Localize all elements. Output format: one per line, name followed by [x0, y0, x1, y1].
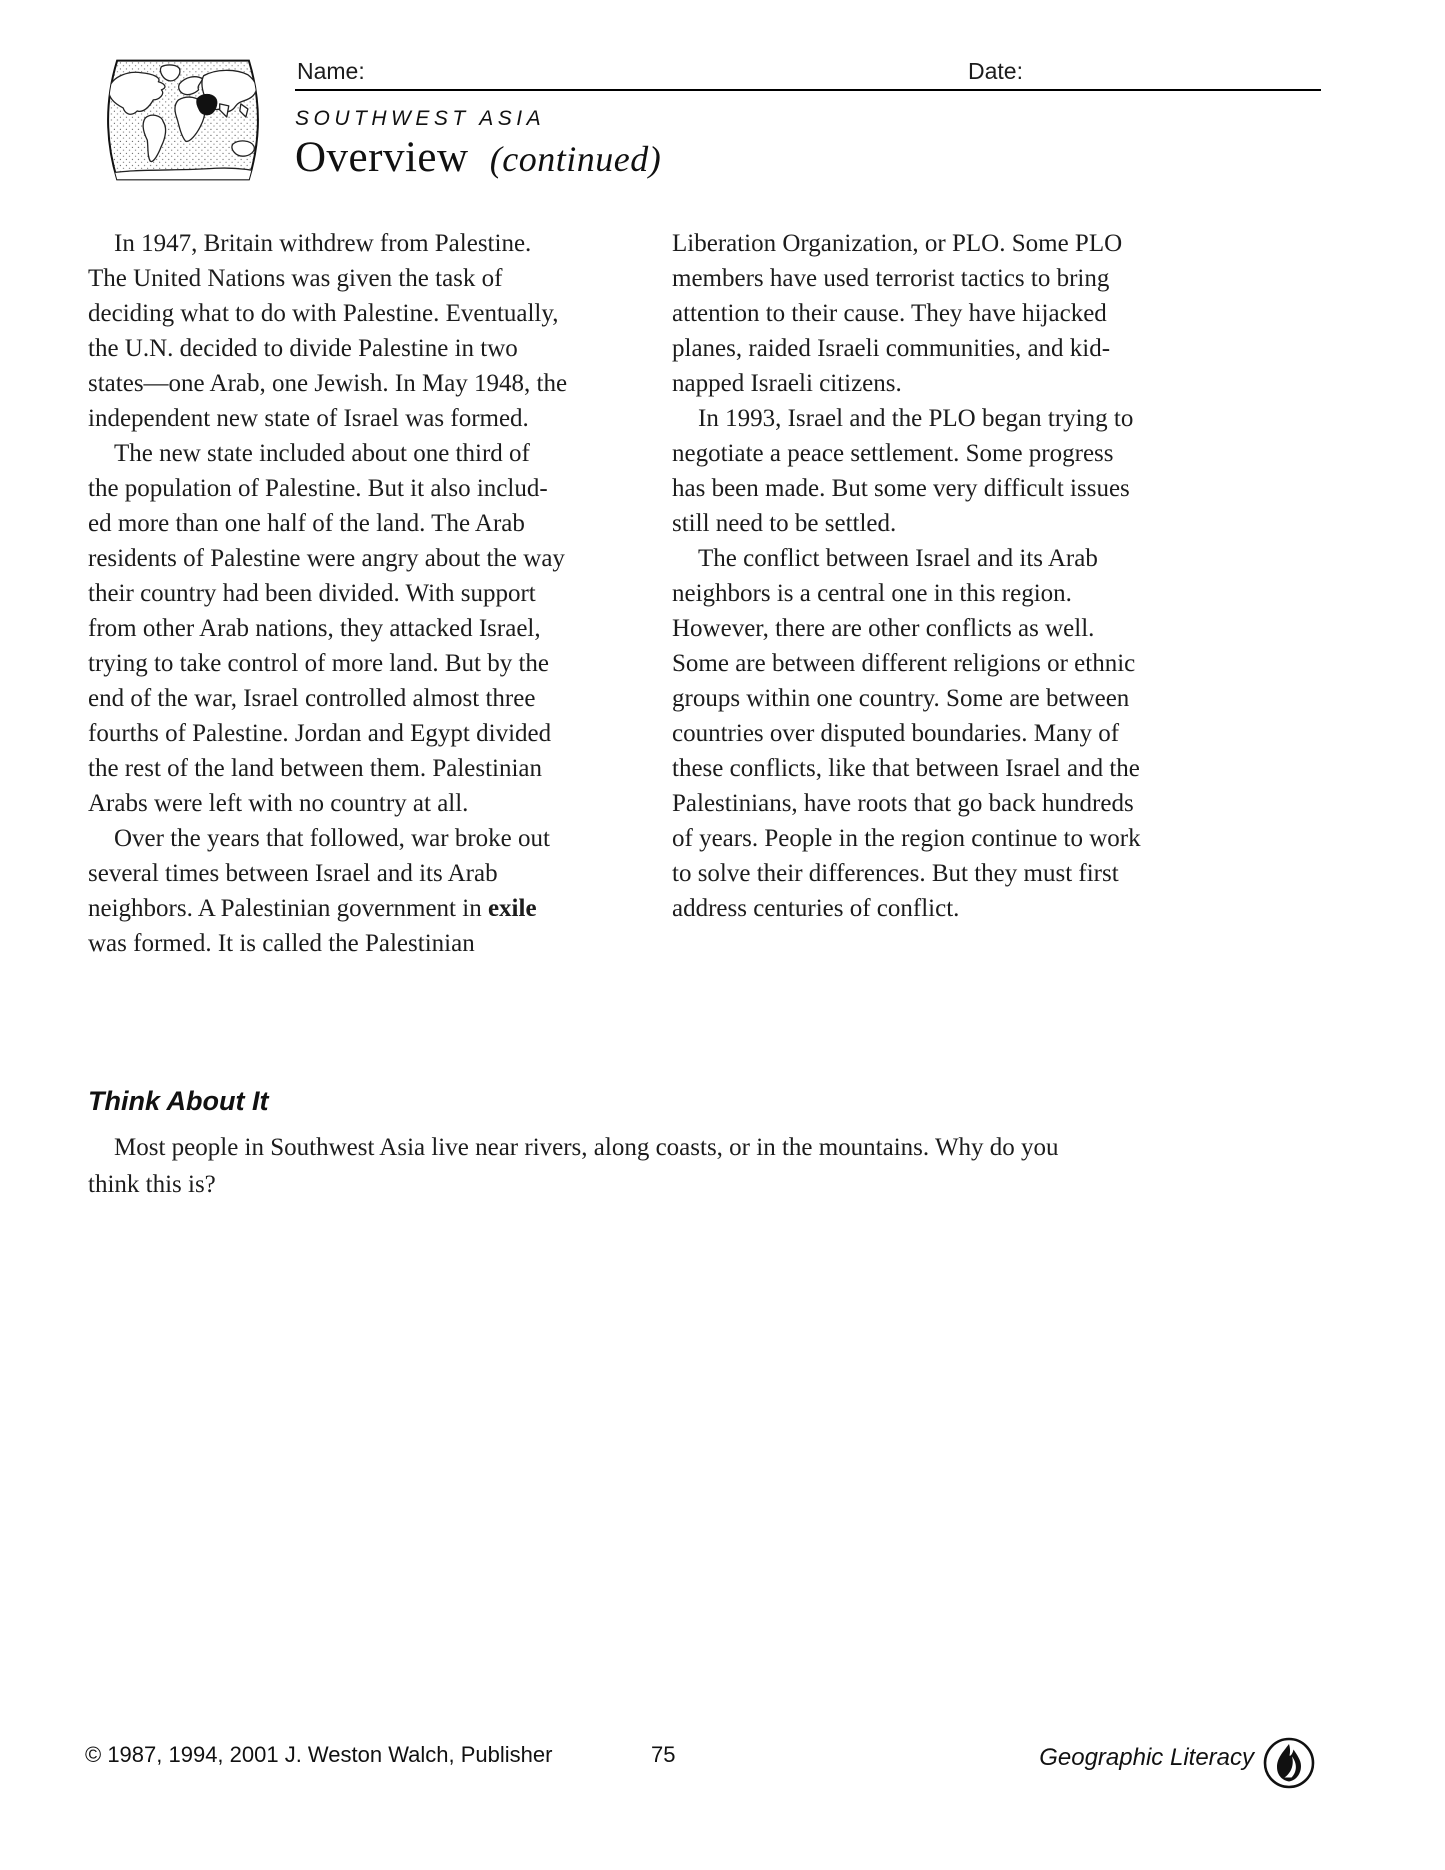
name-label: Name: [297, 58, 365, 84]
text-line: these conflicts, like that between Israel and the [672, 755, 1140, 782]
think-about-it-question [88, 1129, 1348, 1203]
text-line: Liberation Organization, or PLO. Some PLO [672, 230, 1123, 257]
text-line: The United Nations was given the task of [88, 265, 503, 292]
text-line: Palestinians, have roots that go back hundreds [672, 790, 1134, 817]
text-line: states—one Arab, one Jewish. In May 1948, the [88, 370, 568, 397]
text-line: attention to their cause. They have hijacked [672, 300, 1107, 327]
article-column-right [672, 226, 1328, 961]
text-line: was formed. It is called the Palestinian [88, 930, 475, 957]
think-about-it-section [88, 1086, 1348, 1203]
text-line: neighbors. A Palestinian government in exile [88, 895, 537, 922]
text-line: However, there are other conflicts as well. [672, 615, 1095, 642]
text-line: The new state included about one third of [114, 440, 530, 467]
text-line: the population of Palestine. But it also includ- [88, 475, 548, 502]
text-line: to solve their differences. But they must first [672, 860, 1119, 887]
text-line: countries over disputed boundaries. Many of [672, 720, 1120, 747]
world-map-image [95, 55, 271, 185]
emphasized-term: exile [487, 895, 537, 922]
text-line: The conflict between Israel and its Arab [698, 545, 1098, 572]
text-line: address centuries of conflict. [672, 895, 960, 922]
article-body [88, 226, 1328, 961]
page-footer [85, 1736, 1320, 1796]
page-number: 75 [651, 1742, 676, 1767]
text-line: groups within one country. Some are between [672, 685, 1130, 712]
text-line: In 1993, Israel and the PLO began trying to [698, 405, 1134, 432]
text-line: Arabs were left with no country at all. [88, 790, 469, 817]
text-line: the U.N. decided to divide Palestine in two [88, 335, 518, 362]
text-line: fourths of Palestine. Jordan and Egypt divided [88, 720, 552, 747]
name-date-rule [295, 58, 1321, 91]
world-map-icon [95, 55, 271, 185]
section-heading: SOUTHWEST ASIA [295, 107, 546, 130]
text-line: negotiate a peace settlement. Some progress [672, 440, 1114, 467]
text-line: still need to be settled. [672, 510, 897, 537]
article-column-left [88, 226, 672, 961]
text-line: end of the war, Israel controlled almost three [88, 685, 536, 712]
text-line: Most people in Southwest Asia live near rivers, along coasts, or in the mountains. Why do you [114, 1134, 1059, 1161]
text-line: members have used terrorist tactics to bring [672, 265, 1110, 292]
text-line: from other Arab nations, they attacked Israel, [88, 615, 541, 642]
series-title: Geographic Literacy [1039, 1744, 1254, 1771]
text-line: neighbors is a central one in this region. [672, 580, 1072, 607]
text-line: think this is? [88, 1171, 216, 1198]
text-line: Over the years that followed, war broke out [114, 825, 550, 852]
copyright-text: © 1987, 1994, 2001 J. Weston Walch, Publisher [85, 1742, 553, 1767]
text-line: Some are between different religions or ethnic [672, 650, 1136, 677]
text-line: several times between Israel and its Arab [88, 860, 498, 887]
text-line: their country had been divided. With support [88, 580, 536, 607]
text-line: trying to take control of more land. But by the [88, 650, 550, 677]
think-about-it-heading: Think About It [88, 1086, 269, 1116]
text-line: residents of Palestine were angry about the way [88, 545, 565, 572]
text-line: napped Israeli citizens. [672, 370, 902, 397]
text-line: deciding what to do with Palestine. Eventually, [88, 300, 559, 327]
page-title-continued: (continued) [489, 139, 662, 179]
text-line: independent new state of Israel was formed. [88, 405, 529, 432]
text-line: ed more than one half of the land. The Arab [88, 510, 525, 537]
text-line: has been made. But some very difficult issues [672, 475, 1130, 502]
text-line: In 1947, Britain withdrew from Palestine. [114, 230, 532, 257]
text-line: planes, raided Israeli communities, and kid- [672, 335, 1111, 362]
text-line: the rest of the land between them. Palestinian [88, 755, 543, 782]
text-line: of years. People in the region continue to work [672, 825, 1141, 852]
header [295, 58, 1321, 182]
publisher-flame-logo-icon [1262, 1736, 1316, 1790]
page-title [295, 135, 1321, 182]
date-label: Date: [968, 58, 1023, 84]
page-title-text: Overview [295, 134, 469, 181]
